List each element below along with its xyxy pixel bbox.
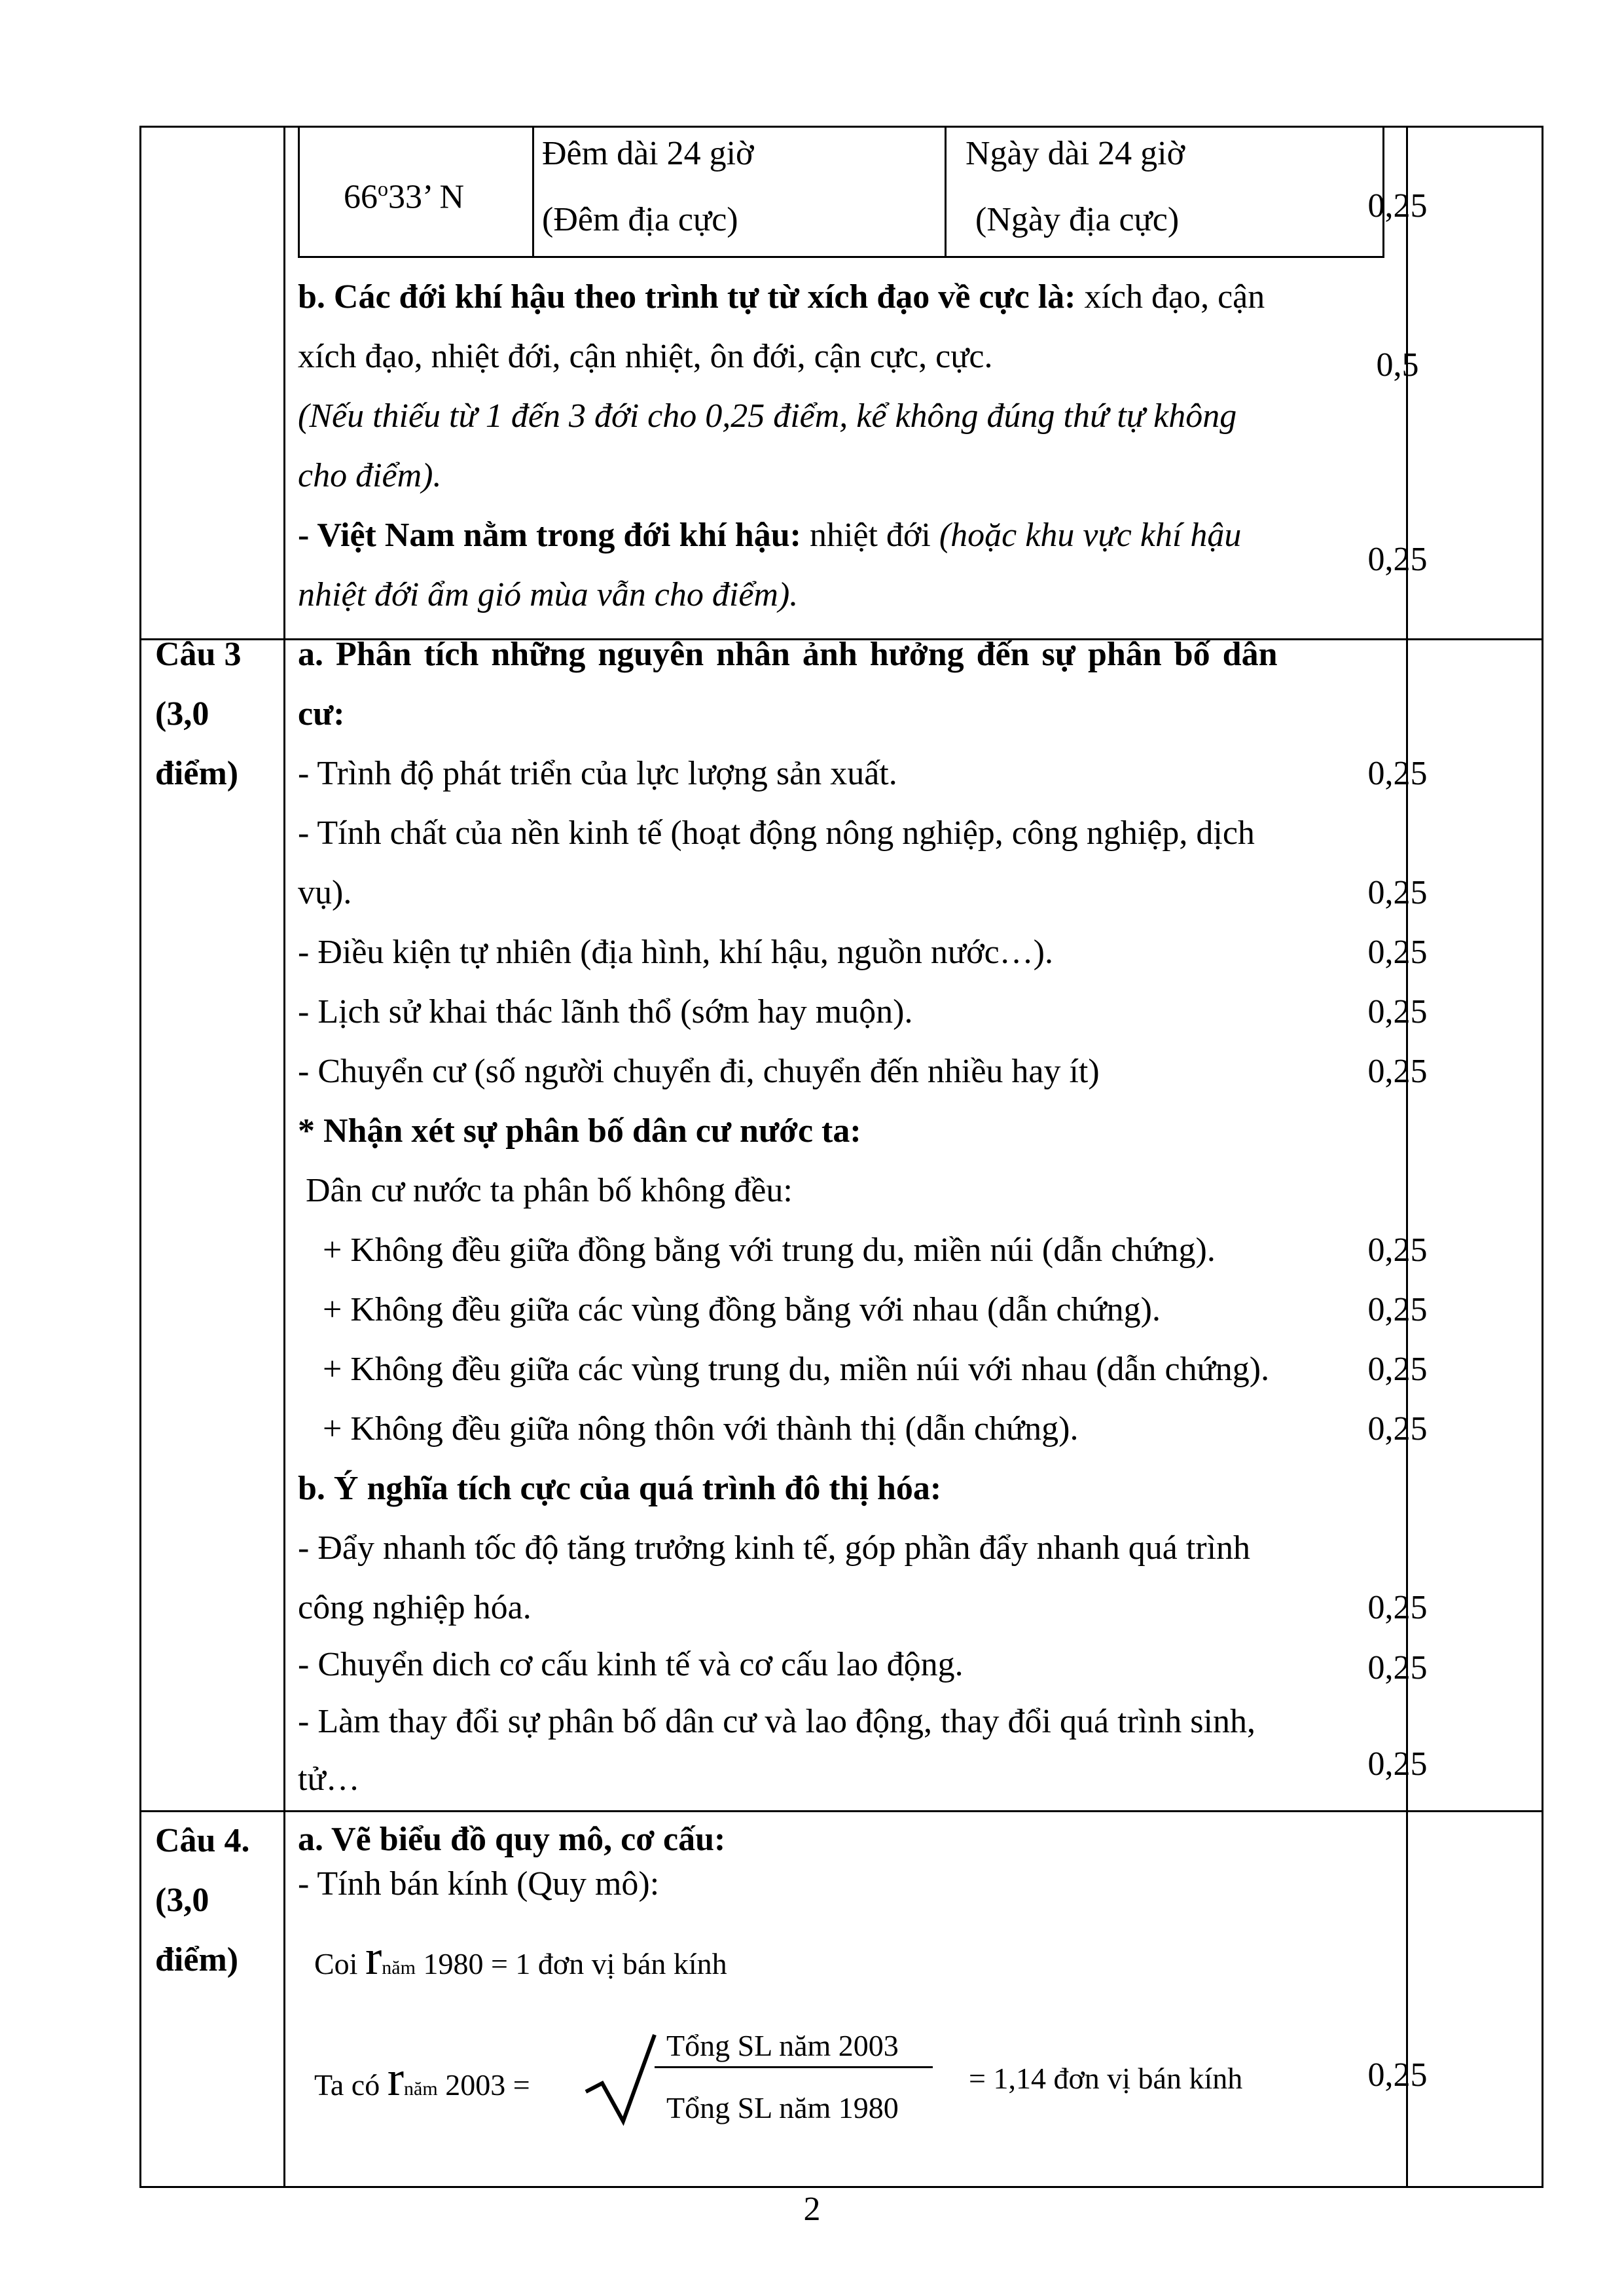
q2b-line1: b. Các đới khí hậu theo trình tự từ xích đạo về cực là: xích đạo, cận <box>298 278 1265 316</box>
inner-divider-1 <box>532 128 534 256</box>
score: 0,25 <box>1367 1351 1428 1388</box>
inner-divider-2 <box>945 128 947 256</box>
q3-remark-point: + Không đều giữa các vùng trung du, miền núi với nhau (dẫn chứng). <box>323 1351 1270 1388</box>
score: 0,25 <box>1367 755 1428 792</box>
vn-climate-line2: nhiệt đới ẩm gió mùa vẫn cho điểm). <box>298 576 799 613</box>
q3b-item: tử… <box>298 1760 360 1798</box>
score: 0,25 <box>1367 1649 1428 1686</box>
q3b-title: b. Ý nghĩa tích cực của quá trình đô thị hóa: <box>298 1470 942 1507</box>
polar-day-line2: (Ngày địa cực) <box>975 201 1180 238</box>
row-divider-q4 <box>141 1810 1542 1812</box>
q4-taco-line: Ta có rnăm 2003 = <box>314 2051 530 2106</box>
page-number: 2 <box>803 2191 821 2228</box>
q4-label: Câu 4. <box>155 1822 250 1859</box>
vn-climate-line1: - Việt Nam nằm trong đới khí hậu: nhiệt đới (hoặc khu vực khí hậu <box>298 517 1242 554</box>
q3a-item: - Điều kiện tự nhiên (địa hình, khí hậu, nguồn nước…). <box>298 934 1053 971</box>
q3-remark-title: * Nhận xét sự phân bố dân cư nước ta: <box>298 1112 861 1150</box>
q3-points-unit: điểm) <box>155 755 239 792</box>
q3-remark-point: + Không đều giữa nông thôn với thành thị (dẫn chứng). <box>323 1410 1079 1448</box>
q3-label: Câu 3 <box>155 636 242 673</box>
q4a-title: a. Vẽ biểu đồ quy mô, cơ cấu: <box>298 1821 726 1858</box>
score: 0,25 <box>1367 1291 1428 1328</box>
q3a-item: - Lịch sử khai thác lãnh thổ (sớm hay muộn). <box>298 993 913 1030</box>
score: 0,5 <box>1376 346 1419 384</box>
score: 0,25 <box>1367 1589 1428 1626</box>
q4-coi-line: Coi rnăm 1980 = 1 đơn vị bán kính <box>314 1930 727 1985</box>
score: 0,25 <box>1367 874 1428 911</box>
score: 0,25 <box>1367 2056 1428 2094</box>
polar-day-line1: Ngày dài 24 giờ <box>965 135 1185 172</box>
q3-remark-intro: Dân cư nước ta phân bố không đều: <box>306 1172 793 1209</box>
score: 0,25 <box>1367 934 1428 971</box>
q3b-item: công nghiệp hóa. <box>298 1589 532 1626</box>
q3-remark-point: + Không đều giữa đồng bằng với trung du, miền núi (dẫn chứng). <box>323 1231 1216 1269</box>
score: 0,25 <box>1367 1053 1428 1090</box>
polar-night-line2: (Đêm địa cực) <box>542 201 738 238</box>
score: 0,25 <box>1367 1410 1428 1448</box>
score: 0,25 <box>1367 187 1428 225</box>
q3b-item: - Đẩy nhanh tốc độ tăng trưởng kinh tế, góp phần đẩy nhanh quá trình <box>298 1529 1251 1567</box>
score: 0,25 <box>1367 541 1428 578</box>
q2b-line2: xích đạo, nhiệt đới, cận nhiệt, ôn đới, cận cực, cực. <box>298 338 993 375</box>
square-root-sign <box>583 2030 661 2128</box>
fraction-denominator: Tổng SL năm 1980 <box>666 2091 899 2124</box>
polar-night-line1: Đêm dài 24 giờ <box>542 135 754 172</box>
q2b-note-line2: cho điểm). <box>298 457 442 494</box>
q3a-item: - Trình độ phát triển của lực lượng sản xuất. <box>298 755 897 792</box>
q3a-item: - Tính chất của nền kinh tế (hoạt động nông nghiệp, công nghiệp, dịch <box>298 814 1255 852</box>
q4-radius-line: - Tính bán kính (Quy mô): <box>298 1865 660 1903</box>
score: 0,25 <box>1367 993 1428 1030</box>
q4-points-unit: điểm) <box>155 1941 239 1978</box>
column-divider-left <box>283 128 285 2186</box>
q2b-note-line1: (Nếu thiếu từ 1 đến 3 đới cho 0,25 điểm, kể không đúng thứ tự không <box>298 397 1237 435</box>
q3-remark-point: + Không đều giữa các vùng đồng bằng với nhau (dẫn chứng). <box>323 1291 1161 1328</box>
q3b-item: - Làm thay đổi sự phân bố dân cư và lao động, thay đổi quá trình sinh, <box>298 1703 1255 1740</box>
q4-radius-result: = 1,14 đơn vị bán kính <box>969 2062 1243 2095</box>
q4-points: (3,0 <box>155 1882 209 1919</box>
q3b-item: - Chuyển dich cơ cấu kinh tế và cơ cấu lao động. <box>298 1646 964 1683</box>
column-divider-right <box>1406 128 1408 2186</box>
fraction-bar <box>655 2066 933 2068</box>
q3-points: (3,0 <box>155 695 209 733</box>
fraction-numerator: Tổng SL năm 2003 <box>666 2029 899 2062</box>
q3a-title-line1: a. Phân tích những nguyên nhân ảnh hưởng đến sự phân bố dân <box>298 636 1278 673</box>
q3a-item: vụ). <box>298 874 352 911</box>
q3a-item: - Chuyển cư (số người chuyển đi, chuyển đến nhiều hay ít) <box>298 1053 1100 1090</box>
score: 0,25 <box>1367 1745 1428 1783</box>
score: 0,25 <box>1367 1231 1428 1269</box>
q3a-title-line2: cư: <box>298 695 345 733</box>
latitude-cell: 66$^o$33’ N <box>344 177 465 216</box>
